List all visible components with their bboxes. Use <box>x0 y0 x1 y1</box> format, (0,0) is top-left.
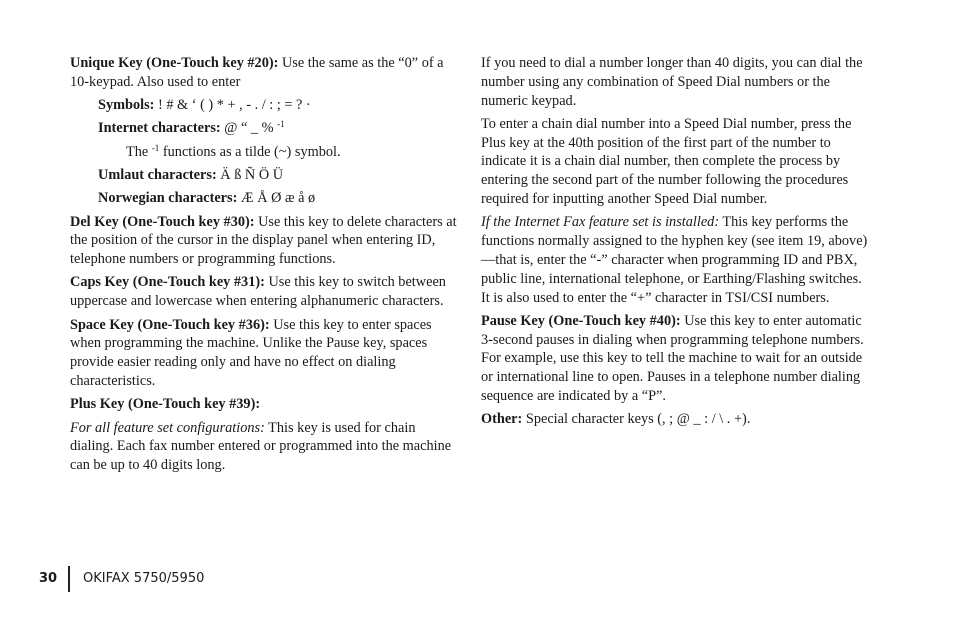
tilde-note-post: functions as a tilde (~) symbol. <box>159 143 341 160</box>
chain-dial-paragraph: To enter a chain dial number into a Speed Dial number, press the Plus key at the 40th position of the first part of the number to indicate it is a chain dial number, then complete the process by entering the second part of the number following the procedures required for inputting another Speed Dial number. <box>481 115 852 208</box>
document-title: OKIFAX 5750/5950 <box>83 571 205 586</box>
del-key-title: Del Key (One-Touch key #30): <box>70 213 255 230</box>
plus-key-condition: For all feature set configurations: <box>70 419 265 436</box>
unique-key-paragraph <box>70 54 462 92</box>
pause-key-text: Use this key to enter automatic 3-second pauses in dialing when programming telephone numbers. For example, use this key to tell the machine to wait for an outside or international line to open. Pauses in a telephone number dialing sequence are indicated by a “P”. <box>481 312 864 405</box>
caps-key-text: Use this key to switch between uppercase and lowercase when entering alphanumeric characters. <box>70 274 446 310</box>
page-number: 30 <box>39 571 58 586</box>
pause-key-title: Pause Key (One-Touch key #40): <box>481 312 681 329</box>
right-column <box>481 54 873 434</box>
norwegian-characters-value: Æ Å Ø æ å ø <box>237 190 316 207</box>
plus-key-heading <box>70 395 462 414</box>
umlaut-characters-line <box>70 166 462 185</box>
long-number-paragraph: If you need to dial a number longer than 40 digits, you can dial the number using any combination of Speed Dial numbers or the numeric keypad. <box>481 55 863 109</box>
unique-key-title: Unique Key (One-Touch key #20): <box>70 55 279 71</box>
left-column <box>70 54 462 479</box>
tilde-note-pre: The <box>126 143 152 160</box>
caps-key-paragraph <box>70 273 462 311</box>
tilde-note <box>70 143 462 162</box>
other-keys-text: Special character keys (, ; @ _ : / \ . +). <box>522 411 751 428</box>
other-keys-title: Other: <box>481 411 523 428</box>
space-key-text: Use this key to enter spaces when programming the machine. Unlike the Pause key, spaces provide easier reading only and have no effect on dialing characteristics. <box>70 316 432 389</box>
norwegian-characters-label: Norwegian characters: <box>98 190 238 207</box>
internet-fax-text: This key performs the functions normally assigned to the hyphen key (see item 19, above)—that is, enter the “-” character when programming ID and PBX, public line, international telephone, or Earthing/Flashing switches. It is also used to enter the “+” character in TSI/CSI numbers. <box>481 214 868 306</box>
space-key-title: Space Key (One-Touch key #36): <box>70 316 270 333</box>
internet-characters-label: Internet characters: <box>98 120 221 137</box>
del-key-text: Use this key to delete characters at the position of the cursor in the display panel when entering ID, telephone numbers or programming functions. <box>70 213 457 268</box>
tilde-note-sup: -1 <box>151 142 160 153</box>
unique-key-text: Use the same as the “0” of a 10-keypad. Also used to enter <box>70 55 444 90</box>
internet-fax-paragraph <box>481 213 873 307</box>
space-key-paragraph <box>70 316 462 391</box>
plus-key-paragraph <box>70 419 462 475</box>
internet-characters-value: @ “ _ % <box>220 120 278 137</box>
symbols-label: Symbols: <box>98 97 155 114</box>
symbols-value: ! # & ‘ ( ) * + , - . / : ; = ? · <box>154 97 311 114</box>
umlaut-characters-label: Umlaut characters: <box>98 166 217 183</box>
del-key-paragraph <box>70 213 462 269</box>
internet-fax-condition: If the Internet Fax feature set is installed: <box>481 214 720 231</box>
umlaut-characters-value: Ä ß Ñ Ö Ü <box>216 166 284 183</box>
other-keys-paragraph <box>481 410 873 429</box>
caps-key-title: Caps Key (One-Touch key #31): <box>70 274 265 291</box>
internet-characters-sup: -1 <box>277 119 285 130</box>
plus-key-title: Plus Key (One-Touch key #39): <box>70 396 261 413</box>
internet-characters-line <box>70 119 462 138</box>
plus-key-text: This key is used for chain dialing. Each fax number entered or programmed into the machine can be up to 40 digits long. <box>70 419 452 474</box>
pause-key-paragraph <box>481 312 873 406</box>
footer-divider <box>68 566 70 592</box>
norwegian-characters-line <box>70 189 462 208</box>
symbols-line <box>70 96 462 115</box>
